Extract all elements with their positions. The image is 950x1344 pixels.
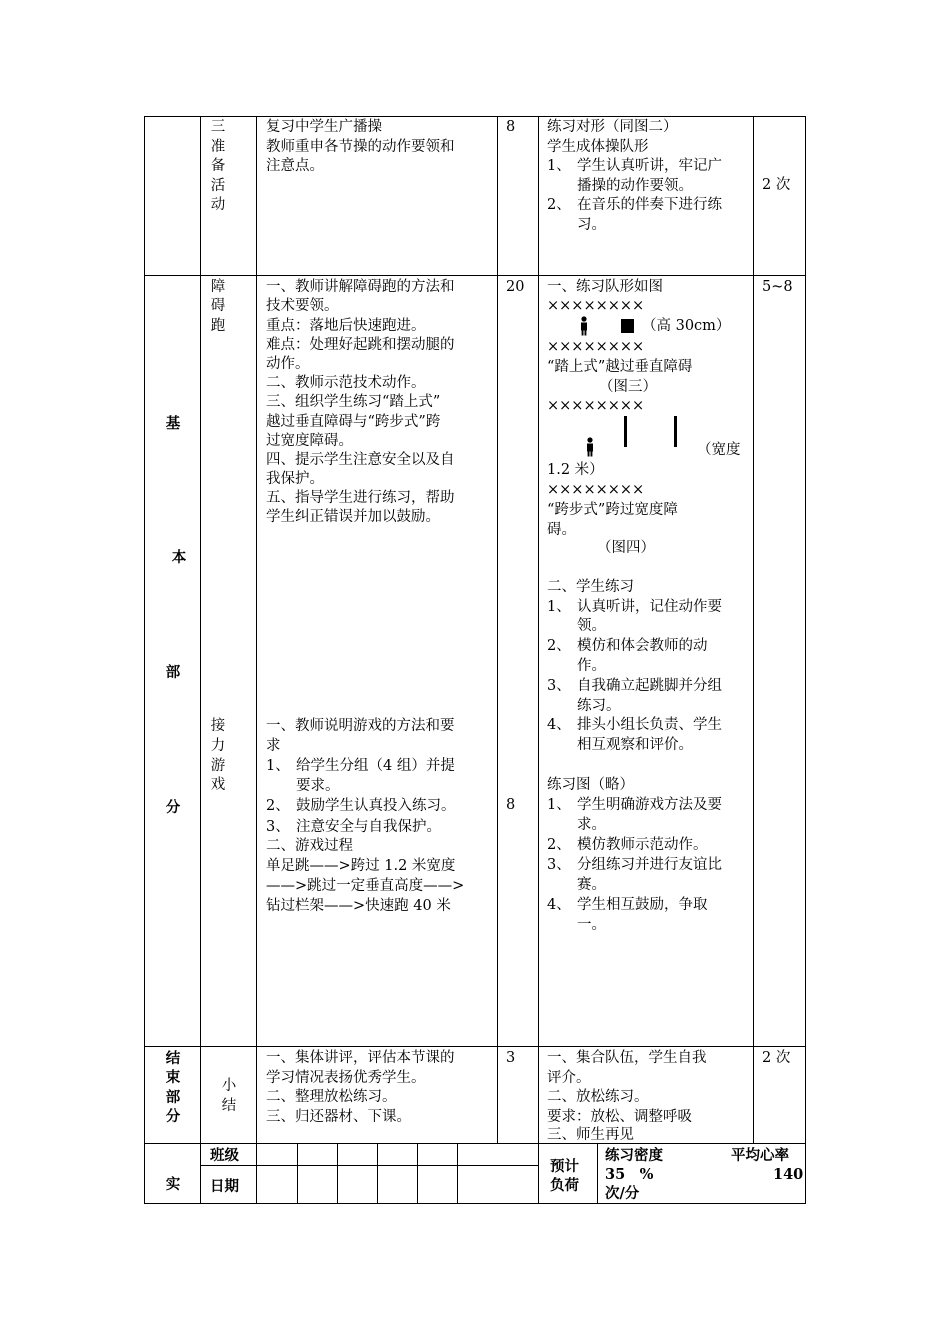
width-obstacle-left-icon xyxy=(624,416,627,447)
heart-rate-unit: 次/分 xyxy=(605,1185,640,1202)
footer-shi-label: 实 xyxy=(165,1176,181,1193)
heart-rate-label: 平均心率 xyxy=(731,1147,789,1164)
date-label: 日期 xyxy=(210,1178,239,1195)
class-label: 班级 xyxy=(210,1147,239,1164)
prep-count: 2 次 xyxy=(762,177,791,193)
prep-time: 8 xyxy=(506,119,516,135)
density-value: 35 % xyxy=(605,1166,654,1183)
student-figure-icon xyxy=(584,437,596,457)
width-obstacle-right-icon xyxy=(674,416,677,447)
density-label: 练习密度 xyxy=(605,1147,663,1164)
end-count: 2 次 xyxy=(762,1050,791,1066)
main-time-2: 8 xyxy=(506,797,516,813)
end-time: 3 xyxy=(506,1050,516,1066)
main-count-1: 5~8 xyxy=(762,279,793,295)
student-figure-icon xyxy=(578,316,590,336)
main-time-1: 20 xyxy=(506,279,525,295)
heart-rate-value: 140 xyxy=(773,1166,804,1183)
vertical-obstacle-icon xyxy=(621,319,634,333)
